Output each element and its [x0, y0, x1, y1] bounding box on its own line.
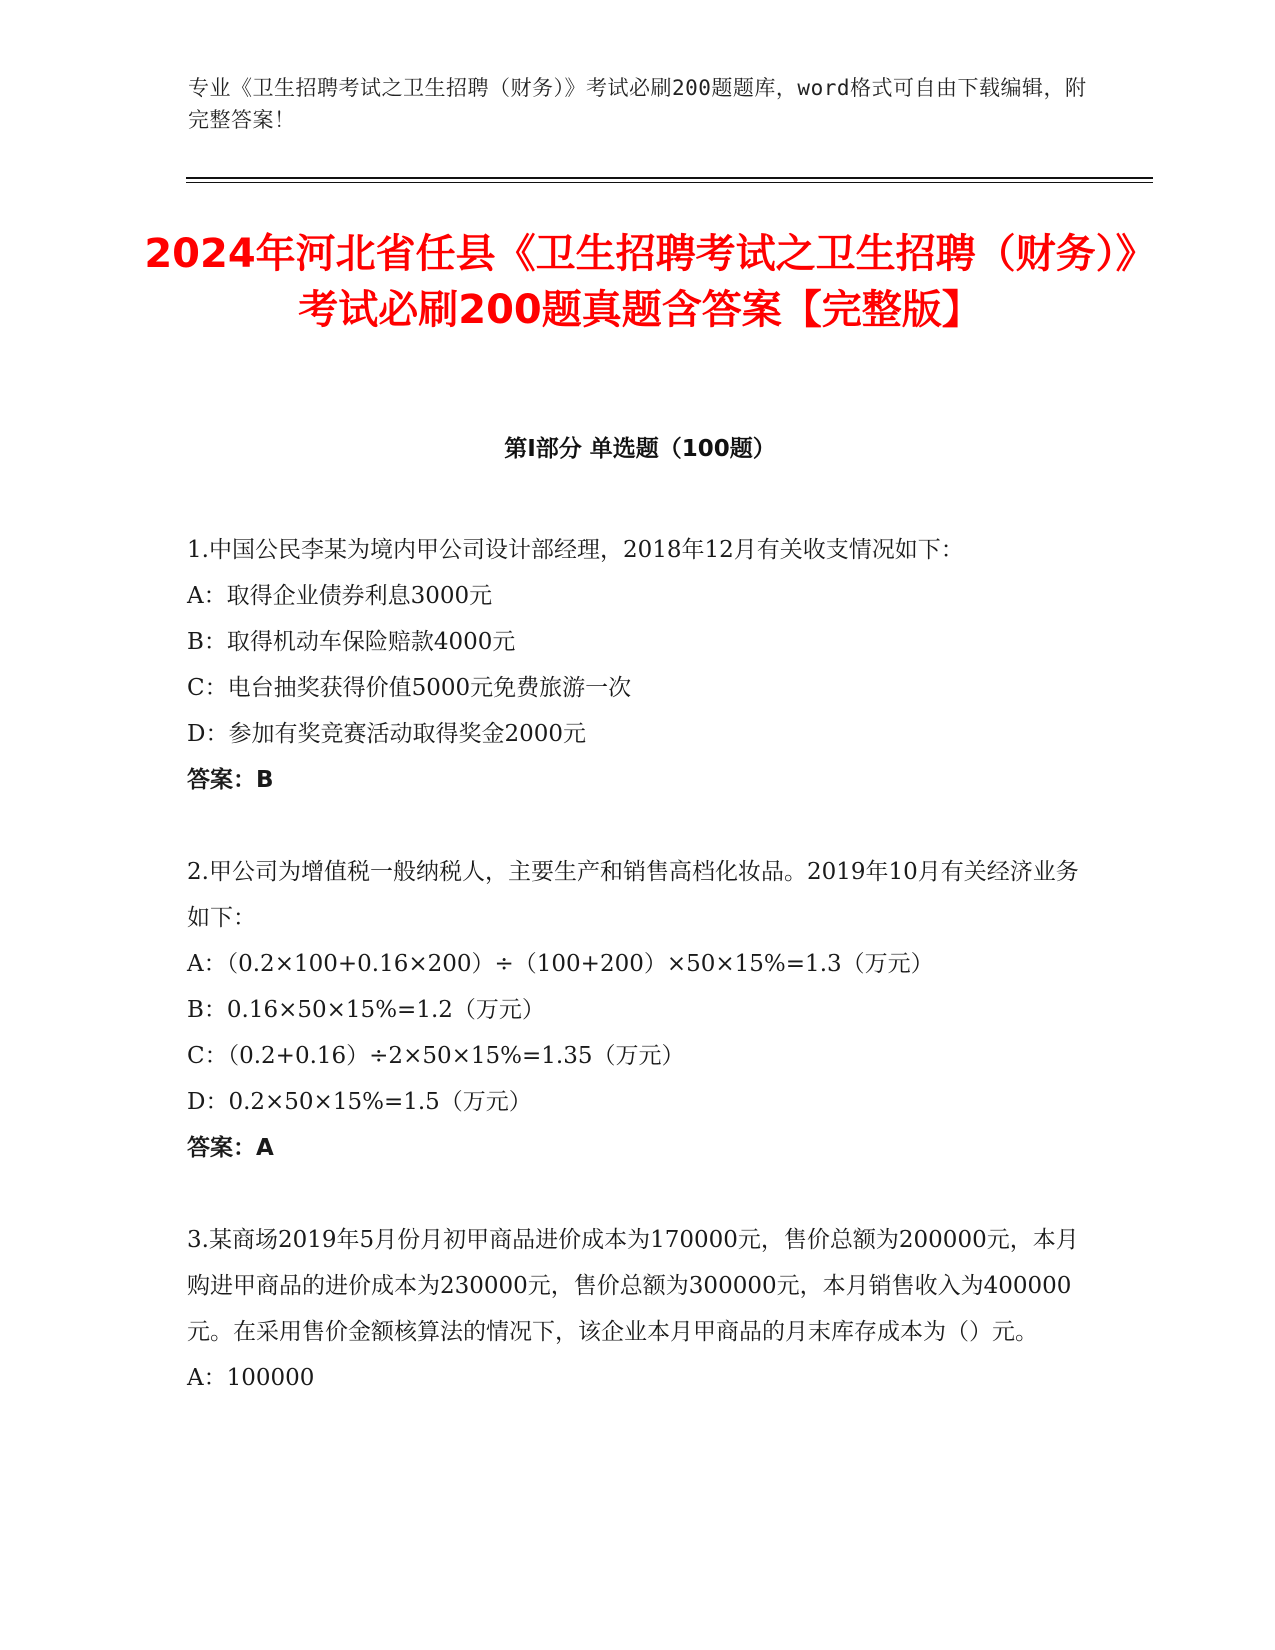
option-d: D：0.2×50×15%=1.5（万元） — [187, 1089, 532, 1115]
option-a: A：100000 — [187, 1365, 315, 1391]
answer: 答案：A — [187, 1135, 274, 1161]
document-title: 2024年河北省任县《卫生招聘考试之卫生招聘（财务）》考试必刷200题真题含答案【完整版】 — [144, 231, 1136, 333]
section-title: 第Ⅰ部分 单选题（100题） — [504, 436, 776, 462]
question-1 — [187, 527, 1087, 803]
option-a: A：（0.2×100+0.16×200）÷（100+200）×50×15%=1.3（万元） — [187, 951, 934, 977]
question-3 — [187, 1217, 1087, 1401]
question-list — [187, 527, 1087, 1447]
header-rule-thick — [186, 177, 1153, 179]
answer: 答案：B — [187, 767, 274, 793]
option-d: D：参加有奖竞赛活动取得奖金2000元 — [187, 721, 586, 747]
question-stem: 2.甲公司为增值税一般纳税人，主要生产和销售高档化妆品。2019年10月有关经济业务如下： — [187, 859, 1079, 931]
option-b: B：取得机动车保险赔款4000元 — [187, 629, 516, 655]
option-c: C：（0.2+0.16）÷2×50×15%=1.35（万元） — [187, 1043, 685, 1069]
option-b: B：0.16×50×15%=1.2（万元） — [187, 997, 545, 1023]
header-note: 专业《卫生招聘考试之卫生招聘（财务）》考试必刷200题题库，word格式可自由下载编辑，附完整答案！ — [188, 76, 1087, 132]
option-a: A：取得企业债券利息3000元 — [187, 583, 493, 609]
header-rule-thin — [186, 182, 1153, 183]
question-stem: 3.某商场2019年5月份月初甲商品进价成本为170000元，售价总额为200000元，本月购进甲商品的进价成本为230000元，售价总额为300000元，本月销售收入为400000元。在采用售价金额核算法的情况下，该企业本月甲商品的月末库存成本为（）元。 — [187, 1227, 1079, 1345]
option-c: C：电台抽奖获得价值5000元免费旅游一次 — [187, 675, 632, 701]
question-stem: 1.中国公民李某为境内甲公司设计部经理，2018年12月有关收支情况如下： — [187, 537, 964, 563]
question-2 — [187, 849, 1087, 1171]
